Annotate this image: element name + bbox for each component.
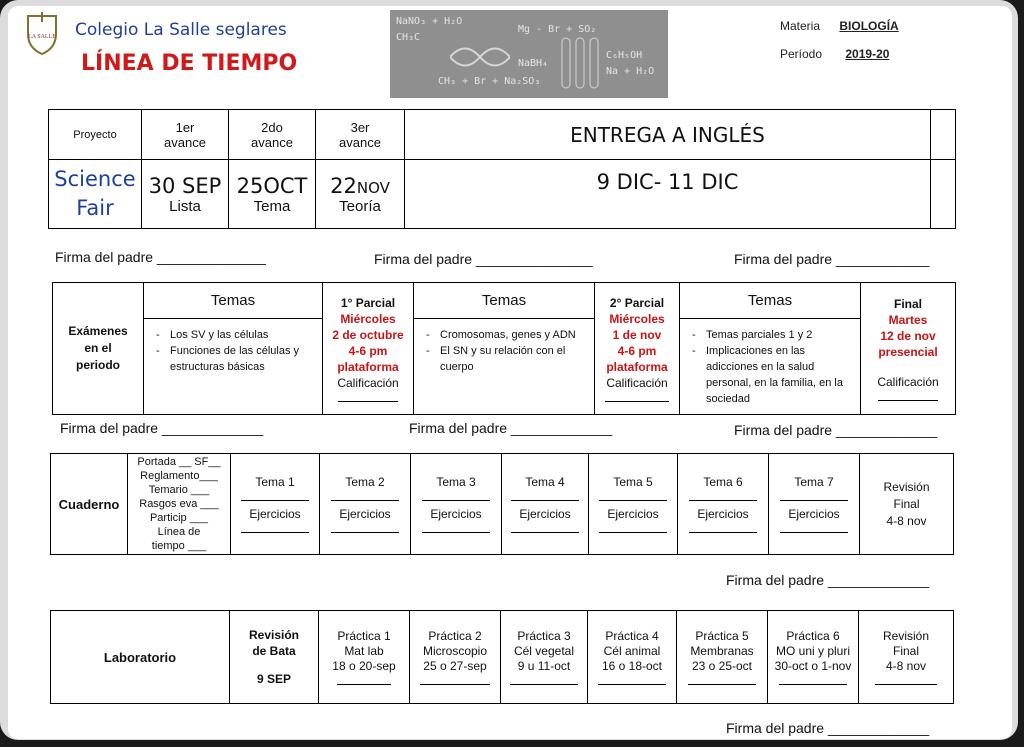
avance-header-1: 1er avance bbox=[142, 110, 229, 160]
avance-header-3: 3er avance bbox=[316, 110, 405, 160]
test-tubes-icon bbox=[560, 36, 600, 94]
list-item: - Los SV y las células bbox=[156, 327, 322, 343]
cuaderno-checklist: Portada __ SF__ Reglamento___ Temario ___ Rasgos eva ___ Particip ___ Línea de tiempo ___ bbox=[128, 454, 231, 555]
periodo-value: 2019-20 bbox=[845, 47, 890, 61]
cuaderno-revision-final: Revisión Final 4-8 nov bbox=[860, 454, 954, 555]
school-name: Colegio La Salle seglares bbox=[75, 20, 287, 40]
signature-line: Firma del padre ____________ bbox=[734, 251, 930, 267]
materia-label: Materia bbox=[780, 19, 821, 33]
school-shield-logo bbox=[24, 10, 60, 56]
signature-line: Firma del padre _____________ bbox=[734, 422, 938, 438]
signature-line: Firma del padre _____________ bbox=[60, 420, 264, 436]
cuaderno-tema-2: Tema 2 Ejercicios bbox=[320, 454, 411, 555]
exams-table bbox=[52, 282, 956, 415]
temas-list-3 bbox=[680, 319, 861, 415]
temas-header: Temas bbox=[414, 283, 595, 319]
chem-formula: Na + H₂O bbox=[606, 66, 655, 77]
cuaderno-tema-4: Tema 4 Ejercicios bbox=[502, 454, 589, 555]
chem-formula: CH₃ + Br + Na₂SO₃ bbox=[438, 76, 541, 87]
practica-1: Práctica 1 Mat lab 18 o 20-sep bbox=[319, 611, 410, 704]
logo-text: LA SALLE bbox=[28, 34, 56, 40]
list-item: - Funciones de las células y estructuras básicas bbox=[156, 343, 322, 375]
avance-1-cell: 30 SEP Lista bbox=[142, 160, 229, 229]
materia-row bbox=[780, 19, 909, 33]
practica-5: Práctica 5 Membranas 23 o 25-oct bbox=[677, 611, 768, 704]
temas-list-1 bbox=[144, 319, 323, 415]
practica-3: Práctica 3 Cél vegetal 9 u 11-oct bbox=[501, 611, 588, 704]
periodo-label: Período bbox=[780, 47, 823, 61]
cuaderno-tema-1: Tema 1 Ejercicios bbox=[231, 454, 320, 555]
exams-label: Exámenes en el periodo bbox=[53, 283, 144, 415]
avance-header-2: 2do avance bbox=[229, 110, 316, 160]
page-title: LÍNEA DE TIEMPO bbox=[81, 51, 298, 76]
periodo-row bbox=[780, 47, 923, 61]
chem-formula: NaBH₄ bbox=[518, 58, 549, 69]
avance-3-cell: 22NOV Teoría bbox=[316, 160, 405, 229]
dna-helix-icon bbox=[450, 40, 510, 74]
parcial-1-cell: 1° Parcial Miércoles 2 de octubre 4-6 pm plataforma Calificación bbox=[323, 283, 414, 415]
chemistry-banner-image bbox=[390, 10, 668, 98]
empty-cell bbox=[931, 160, 956, 229]
entrega-label: ENTREGA A INGLÉS bbox=[405, 110, 931, 160]
temas-list-2 bbox=[414, 319, 595, 415]
revision-bata-cell: Revisión de Bata 9 SEP bbox=[230, 611, 319, 704]
cuaderno-label: Cuaderno bbox=[51, 454, 128, 555]
signature-line: Firma del padre ______________ bbox=[55, 249, 266, 265]
laboratorio-table bbox=[50, 610, 954, 704]
temas-header: Temas bbox=[680, 283, 861, 319]
signature-line: Firma del padre _______________ bbox=[374, 251, 593, 267]
materia-value: BIOLOGÍA bbox=[839, 19, 899, 33]
signature-line: Firma del padre _____________ bbox=[409, 420, 613, 436]
cuaderno-tema-5: Tema 5 Ejercicios bbox=[589, 454, 678, 555]
project-name: Science Fair bbox=[49, 160, 142, 229]
signature-line: Firma del padre _____________ bbox=[726, 572, 930, 588]
list-item: - Cromosomas, genes y ADN bbox=[426, 327, 594, 343]
list-item: - El SN y su relación con el cuerpo bbox=[426, 343, 594, 375]
practica-4: Práctica 4 Cél animal 16 o 18-oct bbox=[588, 611, 677, 704]
project-table bbox=[48, 109, 956, 229]
empty-cell bbox=[931, 110, 956, 160]
proyecto-label: Proyecto bbox=[49, 110, 142, 160]
entrega-dates: 9 DIC- 11 DIC bbox=[405, 160, 931, 229]
avance-2-cell: 25OCT Tema bbox=[229, 160, 316, 229]
signature-line: Firma del padre _____________ bbox=[726, 720, 930, 736]
chem-formula: CH₃C bbox=[396, 32, 421, 43]
lab-revision-final: Revisión Final 4-8 nov bbox=[859, 611, 954, 704]
chem-formula: Mg - Br + SO₂ bbox=[518, 24, 597, 35]
list-item: - Implicaciones en las adicciones en la salud personal, en la familia, en la sociedad bbox=[692, 343, 860, 407]
parcial-2-cell: 2° Parcial Miércoles 1 de nov 4-6 pm plataforma Calificación bbox=[595, 283, 680, 415]
cuaderno-tema-6: Tema 6 Ejercicios bbox=[678, 454, 769, 555]
list-item: - Temas parciales 1 y 2 bbox=[692, 327, 860, 343]
final-exam-cell: Final Martes 12 de nov presencial Calificación bbox=[861, 283, 956, 415]
practica-2: Práctica 2 Microscopio 25 o 27-sep bbox=[410, 611, 501, 704]
chem-formula: C₆H₅OH bbox=[606, 50, 643, 61]
document-page bbox=[8, 6, 1012, 739]
laboratorio-label: Laboratorio bbox=[51, 611, 230, 704]
cuaderno-tema-3: Tema 3 Ejercicios bbox=[411, 454, 502, 555]
practica-6: Práctica 6 MO uni y pluri 30-oct o 1-nov bbox=[768, 611, 859, 704]
chem-formula: NaNO₃ + H₂O bbox=[396, 16, 463, 27]
cuaderno-table bbox=[50, 453, 954, 555]
temas-header: Temas bbox=[144, 283, 323, 319]
cuaderno-tema-7: Tema 7 Ejercicios bbox=[769, 454, 860, 555]
